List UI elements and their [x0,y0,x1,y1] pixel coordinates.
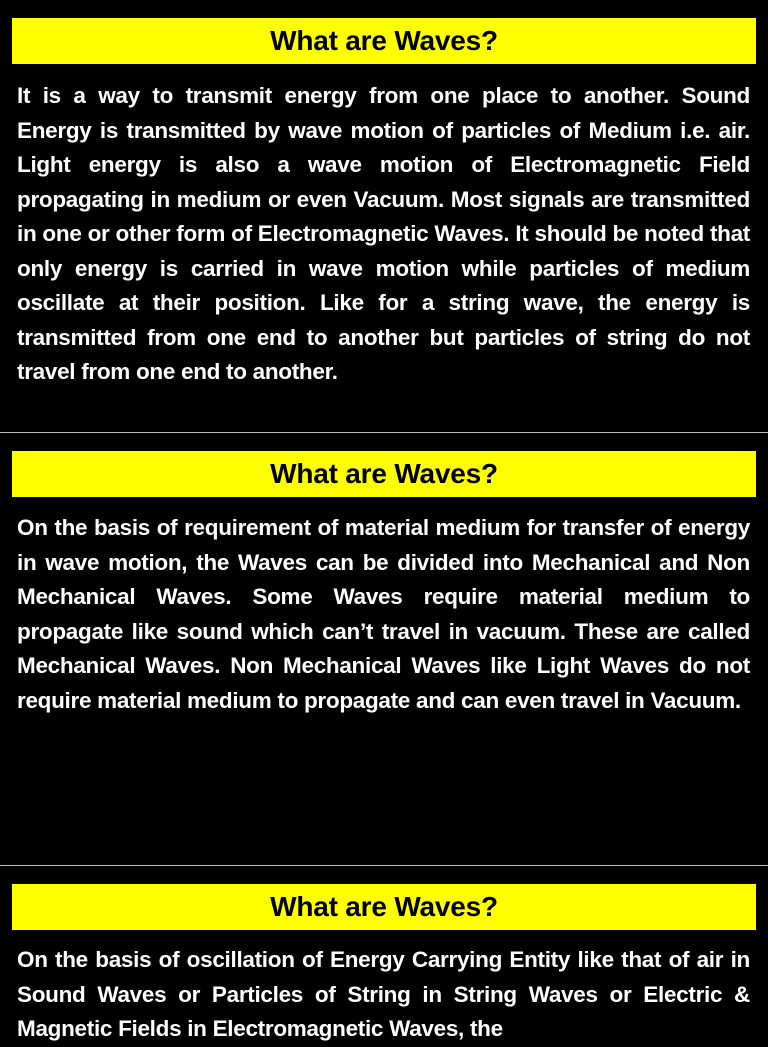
slide-3 [0,866,768,1041]
slide-2 [0,433,768,865]
slide-title: What are Waves? [270,458,498,489]
slide-title-bar [12,18,756,64]
slide-body-text: On the basis of oscillation of Energy Carrying Entity like that of air in Sound Waves or Particles of String in String Waves or Electric & Magnetic Fields in Electromagnetic Waves, the [17,947,750,1041]
slide-1 [0,0,768,432]
slide-title: What are Waves? [270,891,498,922]
slide-body-text: It is a way to transmit energy from one place to another. Sound Energy is transmitted by wave motion of particles of Medium i.e. air. Light energy is also a wave motion of Electromagnetic Field propagating in medium or even Vacuum. Most signals are transmitted in one or other form of Electromagnetic Waves. It should be noted that only energy is carried in wave motion while particles of medium oscillate at their position. Like for a string wave, the energy is transmitted from one end to another but particles of string do not travel from one end to another. [17,83,750,384]
slide-title-bar [12,451,756,497]
slide-title-bar [12,884,756,930]
slide-title: What are Waves? [270,25,498,56]
slide-body-text: On the basis of requirement of material medium for transfer of energy in wave motion, the Waves can be divided into Mechanical and Non Mechanical Waves. Some Waves require material medium to propagate like sound which can’t travel in vacuum. These are called Mechanical Waves. Non Mechanical Waves like Light Waves do not require material medium to propagate and can even travel in Vacuum. [17,515,750,713]
